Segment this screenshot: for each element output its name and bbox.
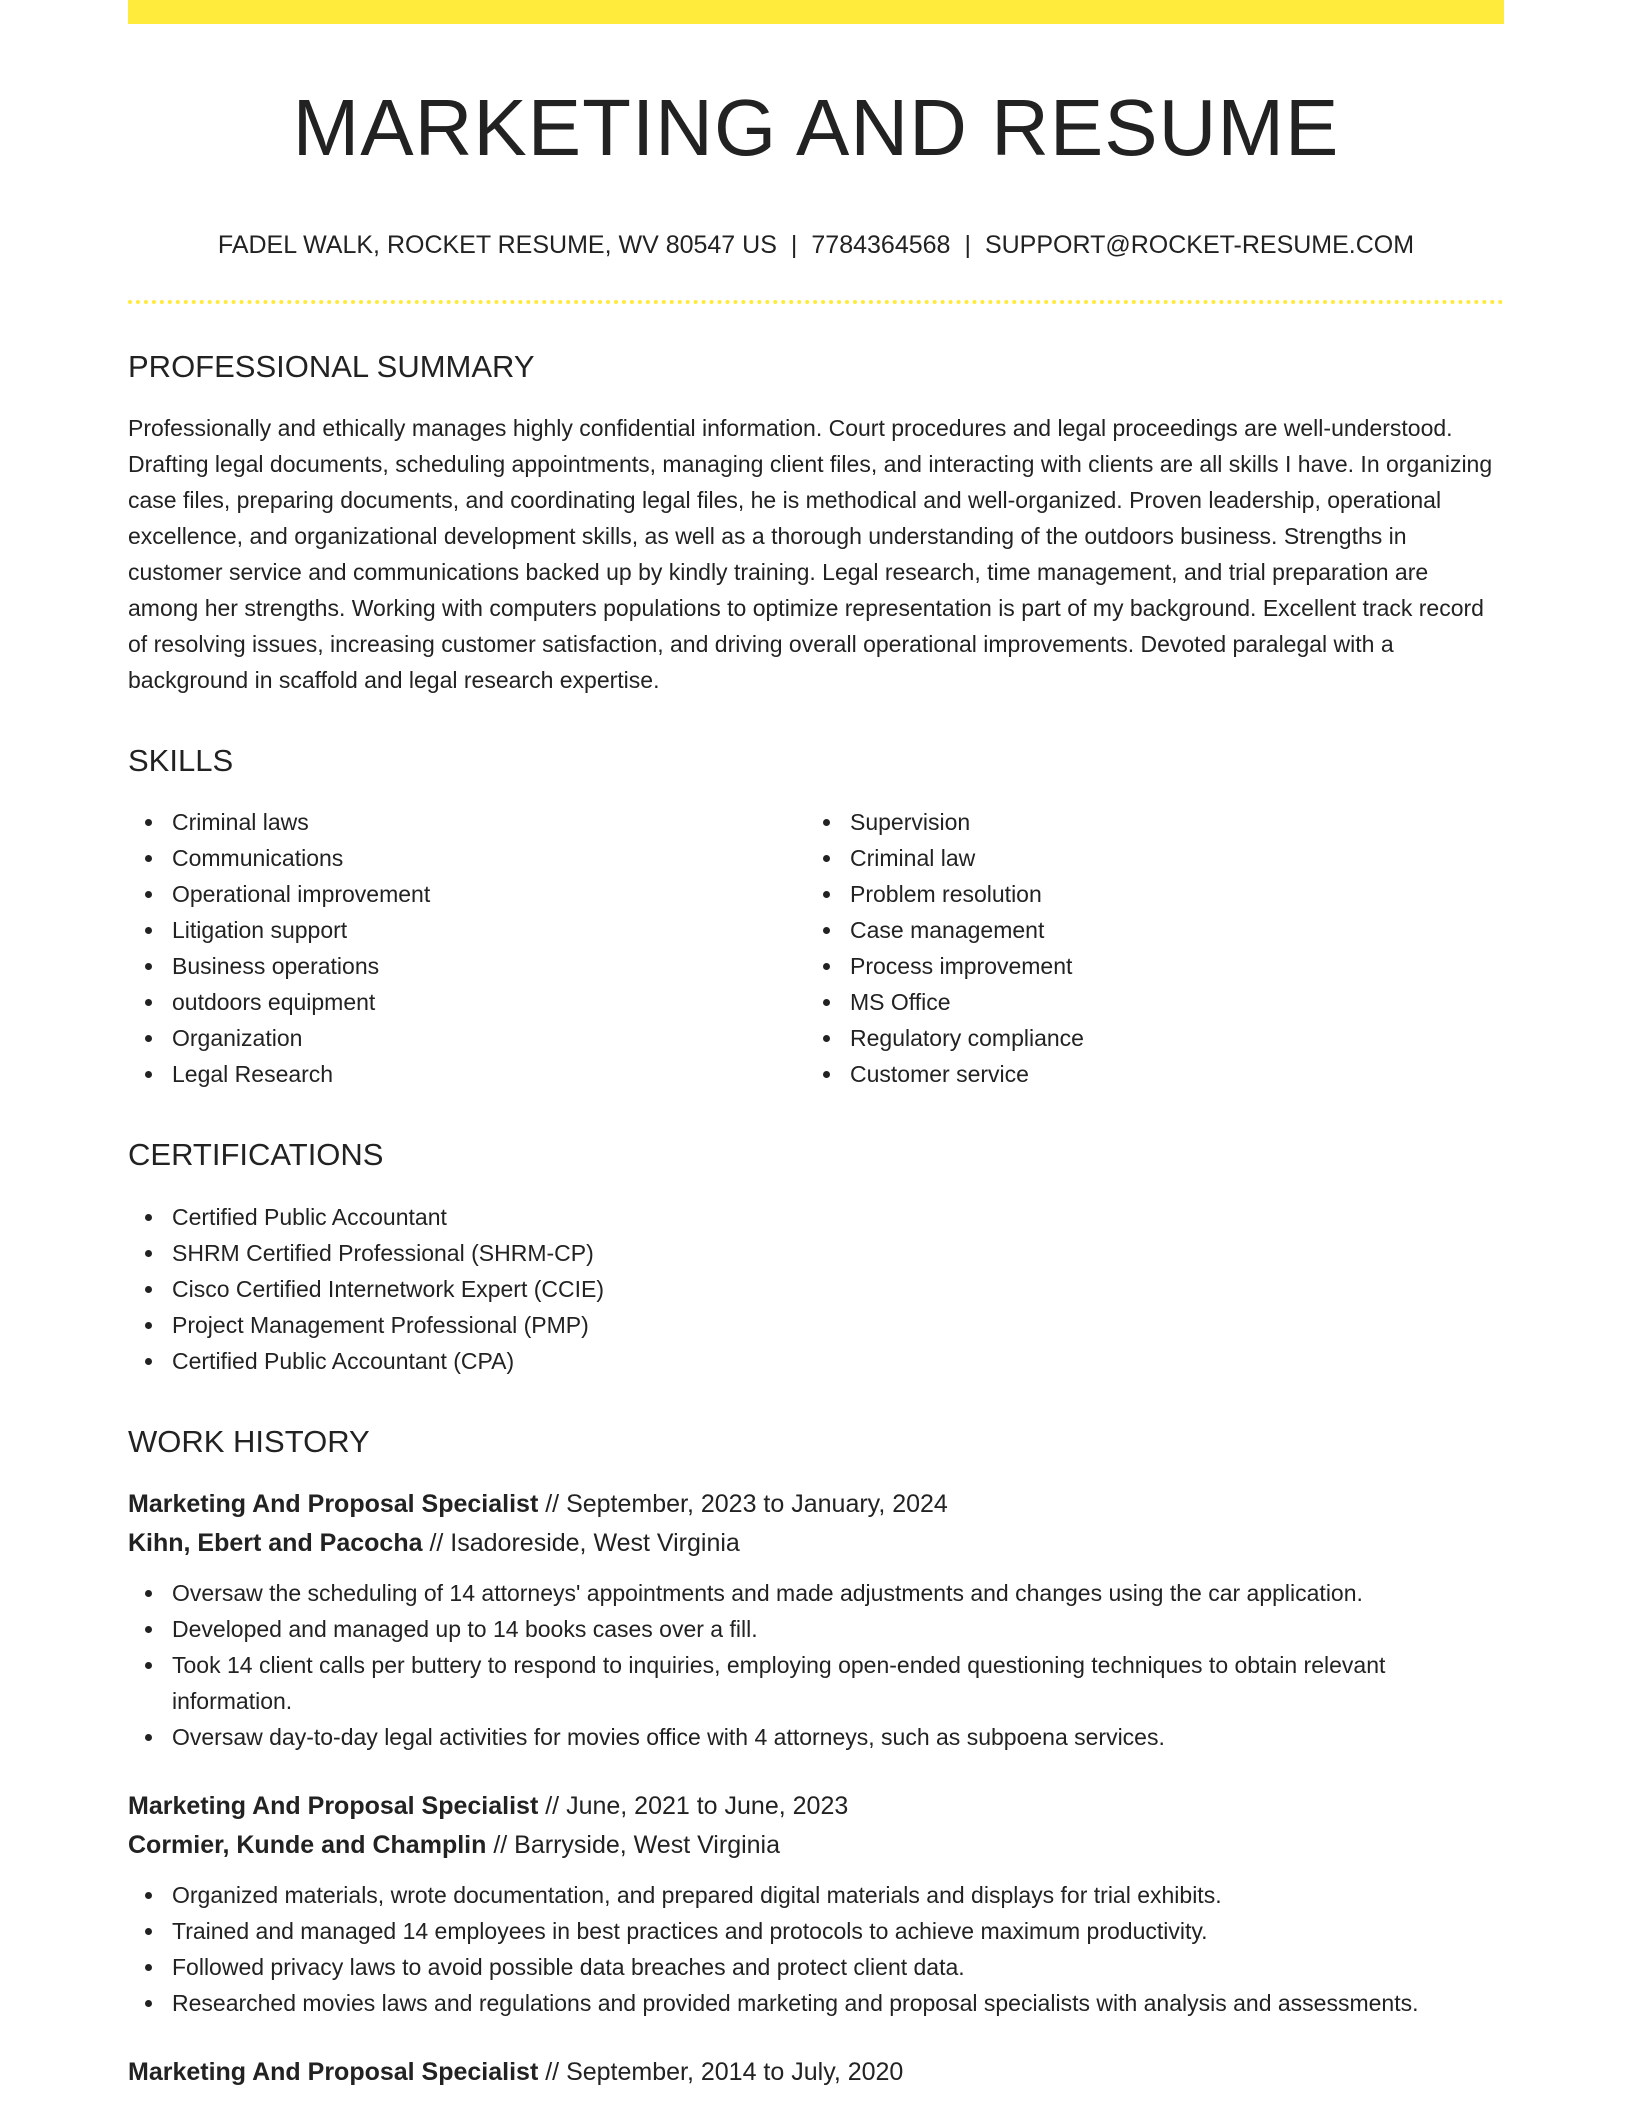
skill-item: Problem resolution: [806, 876, 1484, 912]
summary-section: [128, 348, 1504, 698]
job-entry: [128, 2053, 1504, 2092]
job-role: Marketing And Proposal Specialist: [128, 2057, 539, 2086]
skill-item: Process improvement: [806, 948, 1484, 984]
certification-item: Certified Public Accountant (CPA): [128, 1343, 1504, 1379]
job-company: Cormier, Kunde and Champlin: [128, 1830, 487, 1859]
skill-item: Customer service: [806, 1056, 1484, 1092]
skill-item: Criminal laws: [128, 804, 806, 840]
job-location: // Barryside, West Virginia: [493, 1830, 781, 1859]
job-duty-item: Developed and managed up to 14 books cases over a fill.: [128, 1611, 1504, 1647]
certifications-list: [128, 1199, 1504, 1379]
job-duty-item: Organized materials, wrote documentation, and prepared digital materials and displays for trial exhibits.: [128, 1877, 1504, 1913]
dotted-divider: [128, 300, 1504, 304]
job-company: Kihn, Ebert and Pacocha: [128, 1528, 423, 1557]
skill-item: Case management: [806, 912, 1484, 948]
job-duty-item: Oversaw day-to-day legal activities for movies office with 4 attorneys, such as subpoena services.: [128, 1719, 1504, 1755]
skill-item: outdoors equipment: [128, 984, 806, 1020]
skills-title: SKILLS: [128, 743, 234, 779]
skill-item: Regulatory compliance: [806, 1020, 1484, 1056]
skill-item: MS Office: [806, 984, 1484, 1020]
summary-title: PROFESSIONAL SUMMARY: [128, 349, 535, 384]
work-history-section: [128, 1423, 1504, 2092]
job-role: Marketing And Proposal Specialist: [128, 1489, 539, 1518]
skill-item: Business operations: [128, 948, 806, 984]
accent-top-bar: [128, 0, 1504, 24]
skill-item: Organization: [128, 1020, 806, 1056]
job-location: // Isadoreside, West Virginia: [429, 1528, 740, 1557]
job-entry: [128, 1787, 1504, 2021]
certification-item: SHRM Certified Professional (SHRM-CP): [128, 1235, 1504, 1271]
contact-address: FADEL WALK, ROCKET RESUME, WV 80547 US: [217, 231, 777, 259]
contact-separator: |: [964, 231, 971, 259]
contact-separator: |: [790, 231, 798, 259]
job-title-line: [128, 1485, 1504, 1524]
work-history-title: WORK HISTORY: [128, 1423, 370, 1459]
job-dates: // September, 2023 to January, 2024: [545, 1489, 948, 1518]
skills-list-right: [806, 804, 1484, 1092]
certifications-title: CERTIFICATIONS: [128, 1137, 384, 1173]
skills-section: [128, 742, 1504, 1092]
job-company-line: [128, 1524, 1504, 1563]
job-company-line: [128, 1826, 1504, 1865]
job-entry: [128, 1485, 1504, 1755]
skill-item: Supervision: [806, 804, 1484, 840]
skills-grid: [128, 804, 1504, 1092]
skill-item: Legal Research: [128, 1056, 806, 1092]
job-duty-item: Trained and managed 14 employees in best practices and protocols to achieve maximum productivity.: [128, 1913, 1504, 1949]
job-duty-item: Followed privacy laws to avoid possible data breaches and protect client data.: [128, 1949, 1504, 1985]
contact-phone: 7784364568: [811, 231, 951, 259]
contact-line: [128, 230, 1504, 260]
job-duty-item: Oversaw the scheduling of 14 attorneys' appointments and made adjustments and changes using the car application.: [128, 1575, 1504, 1611]
skill-item: Criminal law: [806, 840, 1484, 876]
job-duties-list: [128, 1575, 1504, 1755]
job-title-line: [128, 1787, 1504, 1826]
resume-page: [128, 0, 1504, 2092]
skill-item: Operational improvement: [128, 876, 806, 912]
job-dates: // September, 2014 to July, 2020: [545, 2057, 904, 2086]
job-dates: // June, 2021 to June, 2023: [545, 1791, 849, 1820]
job-title-line: [128, 2053, 1504, 2092]
contact-email: SUPPORT@ROCKET-RESUME.COM: [984, 231, 1415, 259]
job-duty-item: Took 14 client calls per buttery to respond to inquiries, employing open-ended questioning techniques to obtain relevant information.: [128, 1647, 1504, 1719]
job-duty-item: Researched movies laws and regulations and provided marketing and proposal specialists with analysis and assessments.: [128, 1985, 1504, 2021]
job-role: Marketing And Proposal Specialist: [128, 1791, 539, 1820]
jobs-container: [128, 1485, 1504, 2092]
skill-item: Communications: [128, 840, 806, 876]
resume-name: MARKETING AND RESUME: [292, 83, 1340, 172]
job-duties-list: [128, 1877, 1504, 2021]
summary-text: Professionally and ethically manages highly confidential information. Court procedures and legal proceedings are well-understood. Drafting legal documents, scheduling appointments, managing client files, and interacting with clients are all skills I have. In organizing case files, preparing documents, and coordinating legal files, he is methodical and well-organized. Proven leadership, operational excellence, and organizational development skills, as well as a thorough understanding of the outdoors business. Strengths in customer service and communications backed up by kindly training. Legal research, time management, and trial preparation are among her strengths. Working with computers populations to optimize representation is part of my background. Excellent track record of resolving issues, increasing customer satisfaction, and driving overall operational improvements. Devoted paralegal with a background in scaffold and legal research expertise.: [128, 415, 1493, 694]
skill-item: Litigation support: [128, 912, 806, 948]
certifications-section: [128, 1136, 1504, 1378]
certification-item: Cisco Certified Internetwork Expert (CCIE): [128, 1271, 1504, 1307]
certification-item: Project Management Professional (PMP): [128, 1307, 1504, 1343]
certification-item: Certified Public Accountant: [128, 1199, 1504, 1235]
skills-list-left: [128, 804, 806, 1092]
